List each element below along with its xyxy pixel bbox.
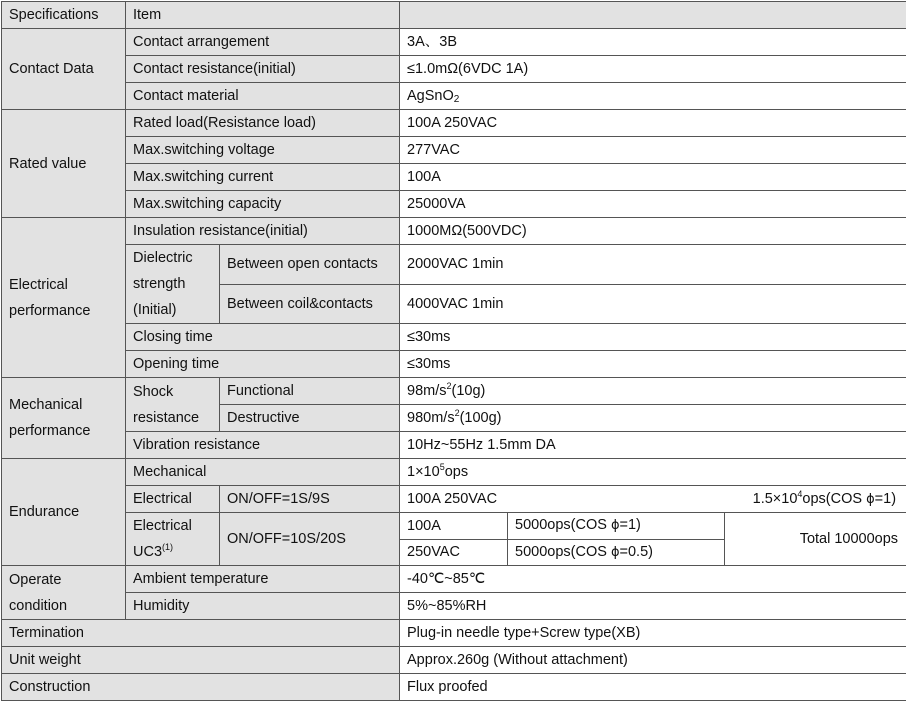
table-row: [2, 620, 906, 647]
value-text: 5000ops(COS: [515, 544, 607, 560]
category-line: performance: [9, 423, 90, 439]
table-row: [2, 351, 906, 378]
item-value: ≤1.0mΩ(6VDC 1A): [400, 56, 906, 83]
item-value: 1000MΩ(500VDC): [400, 218, 906, 245]
item-label: Insulation resistance(initial): [126, 218, 400, 245]
subcategory-line: (Initial): [133, 302, 177, 318]
superscript: 2: [455, 408, 460, 418]
item-value: -40℃~85℃: [400, 566, 906, 593]
subcategory-line: strength: [133, 276, 185, 292]
table-row: [2, 164, 906, 191]
table-header-row: [2, 2, 906, 29]
item-label: Contact arrangement: [126, 29, 400, 56]
category-operate-condition: [2, 566, 126, 620]
item-label: Destructive: [220, 405, 400, 432]
table-row: [2, 513, 906, 540]
value-text: =0.5): [620, 544, 653, 560]
item-label: Electrical: [126, 486, 220, 513]
specifications-table: [1, 1, 906, 701]
item-label: Mechanical: [126, 459, 400, 486]
item-label: Vibration resistance: [126, 432, 400, 459]
item-value: 2000VAC 1min: [400, 245, 906, 285]
category-construction: Construction: [2, 674, 400, 701]
ops-value: [508, 513, 725, 540]
value-text: 5000ops(COS: [515, 517, 607, 533]
total-value: Total 10000ops: [725, 513, 906, 566]
value-text: (100g): [460, 410, 502, 426]
item-value: [400, 83, 906, 110]
table-row: [2, 378, 906, 405]
category-line: performance: [9, 303, 90, 319]
item-label: Humidity: [126, 593, 400, 620]
value-text: AgSnO: [407, 88, 454, 104]
value-text: 980m/s: [407, 410, 455, 426]
item-value: [400, 405, 906, 432]
value-text: 1×10: [407, 464, 440, 480]
header-value: [400, 2, 906, 29]
item-value: [400, 486, 906, 513]
value-text: 1.5×10: [753, 491, 798, 507]
value-text: ops(COS: [802, 491, 862, 507]
table-row: [2, 324, 906, 351]
value-text: (10g): [452, 383, 486, 399]
item-value: Approx.260g (Without attachment): [400, 647, 906, 674]
table-row: [2, 459, 906, 486]
category-unit-weight: Unit weight: [2, 647, 400, 674]
subcategory-line: resistance: [133, 410, 199, 426]
table-row: [2, 218, 906, 245]
phi-symbol: ϕ: [611, 518, 620, 533]
item-label: Between open contacts: [220, 245, 400, 285]
item-value: ≤30ms: [400, 324, 906, 351]
subcategory-line: Dielectric: [133, 250, 193, 266]
subcategory-dielectric-strength: [126, 245, 220, 324]
item-condition: ON/OFF=10S/20S: [220, 513, 400, 566]
subcategory-line: Electrical: [133, 518, 192, 534]
item-label: Opening time: [126, 351, 400, 378]
category-rated-value: Rated value: [2, 110, 126, 218]
item-value: 100A 250VAC: [400, 110, 906, 137]
item-label: Contact material: [126, 83, 400, 110]
item-value: Flux proofed: [400, 674, 906, 701]
table-row: [2, 566, 906, 593]
header-item: Item: [126, 2, 400, 29]
item-label: Max.switching capacity: [126, 191, 400, 218]
category-line: Operate: [9, 572, 61, 588]
category-electrical-performance: [2, 218, 126, 378]
load-value: 250VAC: [400, 539, 508, 566]
value-text: ops: [445, 464, 468, 480]
phi-symbol: ϕ: [866, 492, 875, 507]
superscript: 2: [447, 381, 452, 391]
item-condition: ON/OFF=1S/9S: [220, 486, 400, 513]
category-line: condition: [9, 598, 67, 614]
item-value: 5%~85%RH: [400, 593, 906, 620]
item-label: Max.switching voltage: [126, 137, 400, 164]
item-value: 25000VA: [400, 191, 906, 218]
item-label: Max.switching current: [126, 164, 400, 191]
item-label: Contact resistance(initial): [126, 56, 400, 83]
item-label: Closing time: [126, 324, 400, 351]
superscript: 5: [440, 462, 445, 472]
category-endurance: Endurance: [2, 459, 126, 566]
item-value: 4000VAC 1min: [400, 284, 906, 324]
table-row: [2, 137, 906, 164]
subcategory-electrical-uc3: [126, 513, 220, 566]
subcategory-shock-resistance: [126, 378, 220, 432]
category-line: Mechanical: [9, 397, 82, 413]
item-value: 277VAC: [400, 137, 906, 164]
table-row: [2, 647, 906, 674]
item-value: 3A、3B: [400, 29, 906, 56]
category-termination: Termination: [2, 620, 400, 647]
superscript: 4: [797, 489, 802, 499]
load-value: 100A 250VAC: [407, 489, 497, 510]
item-value: [400, 378, 906, 405]
table-row: [2, 83, 906, 110]
table-row: [2, 110, 906, 137]
ops-value: [508, 539, 725, 566]
category-line: Electrical: [9, 277, 68, 293]
table-row: [2, 245, 906, 285]
subcategory-line: Shock: [133, 384, 173, 400]
table-row: [2, 432, 906, 459]
item-label: Ambient temperature: [126, 566, 400, 593]
life-value: [753, 489, 896, 510]
item-value: [400, 459, 906, 486]
footnote-marker: (1): [162, 542, 173, 552]
value-text: =1): [875, 491, 896, 507]
item-label: Between coil&contacts: [220, 284, 400, 324]
item-value: Plug-in needle type+Screw type(XB): [400, 620, 906, 647]
table-row: [2, 191, 906, 218]
value-text: 98m/s: [407, 383, 447, 399]
item-value: ≤30ms: [400, 351, 906, 378]
header-specifications: Specifications: [2, 2, 126, 29]
subcategory-line: UC3: [133, 544, 162, 560]
item-label: Functional: [220, 378, 400, 405]
item-label: Rated load(Resistance load): [126, 110, 400, 137]
value-text: =1): [620, 517, 641, 533]
table-row: [2, 486, 906, 513]
table-row: [2, 56, 906, 83]
value-split: [407, 489, 906, 510]
item-value: 10Hz~55Hz 1.5mm DA: [400, 432, 906, 459]
table-row: [2, 29, 906, 56]
table-row: [2, 674, 906, 701]
category-mechanical-performance: [2, 378, 126, 459]
category-contact-data: Contact Data: [2, 29, 126, 110]
table-row: [2, 593, 906, 620]
load-value: 100A: [400, 513, 508, 540]
item-value: 100A: [400, 164, 906, 191]
phi-symbol: ϕ: [611, 545, 620, 560]
subscript: 2: [454, 94, 460, 105]
